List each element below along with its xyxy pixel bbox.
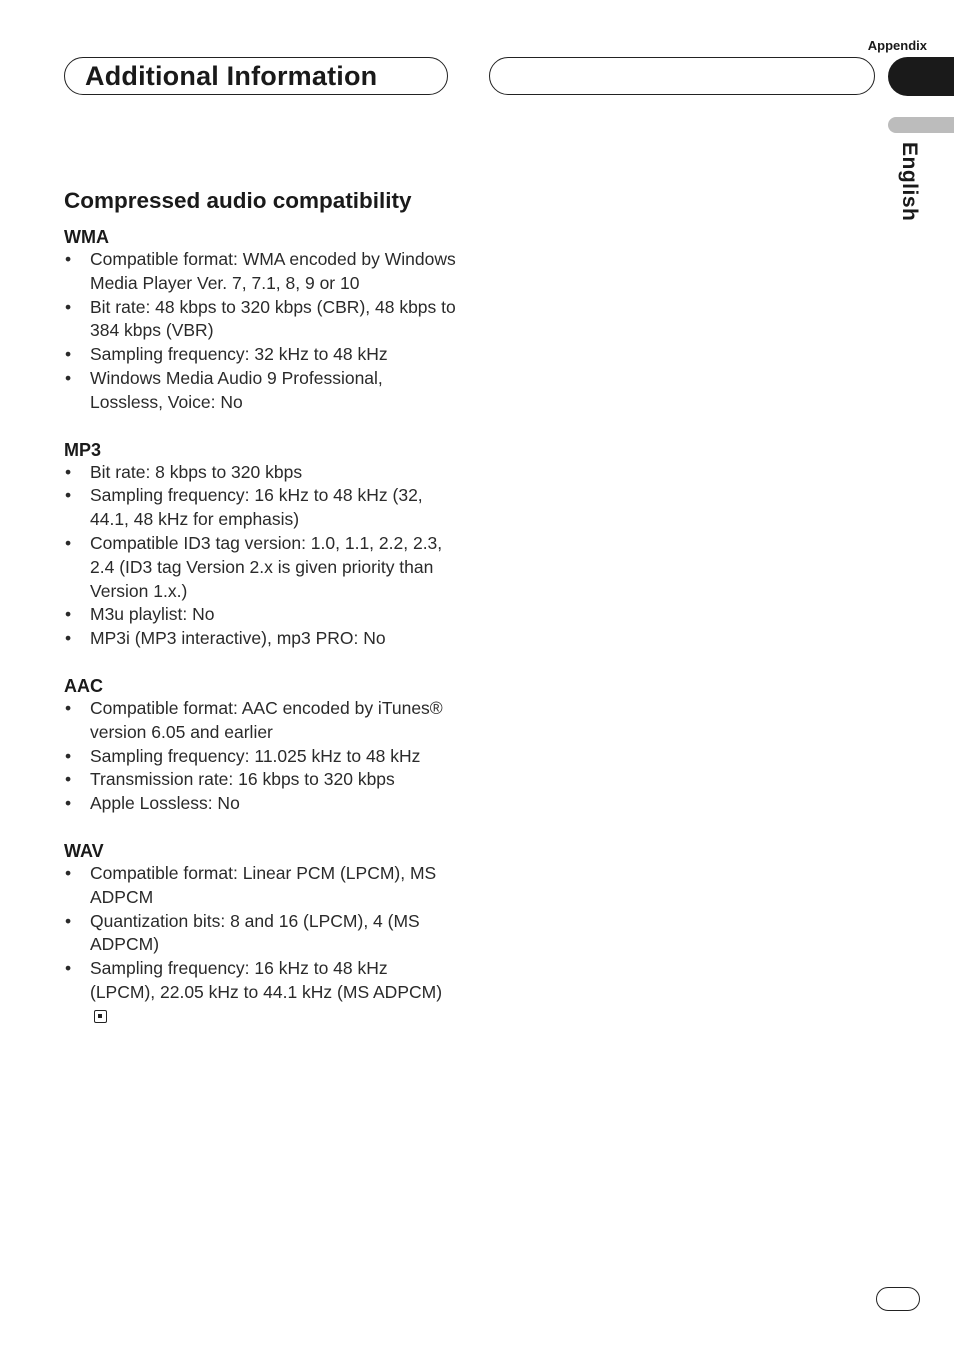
list-item [64, 697, 456, 745]
bullet: • [65, 604, 72, 625]
bullet: • [65, 296, 72, 317]
list-item-text: Compatible format: WMA encoded by Windows Media Player Ver. 7, 7.1, 8, 9 or 10 [90, 249, 456, 293]
end-of-section-icon [94, 1010, 107, 1023]
list-item-text: Sampling frequency: 16 kHz to 48 kHz (LPCM), 22.05 kHz to 44.1 kHz (MS ADPCM) [90, 958, 443, 1002]
list-item [64, 248, 456, 296]
bullet: • [65, 485, 72, 506]
list-item [64, 627, 456, 651]
list-item [64, 532, 456, 603]
format-section-aac [64, 675, 456, 816]
format-list [64, 248, 456, 415]
list-item-text: Compatible format: AAC encoded by iTunes® version 6.05 and earlier [90, 697, 443, 742]
bullet: • [65, 249, 72, 269]
list-item [64, 745, 456, 769]
list-item-text: Sampling frequency: 16 kHz to 48 kHz (32, 44.1, 48 kHz for emphasis) [90, 485, 423, 530]
list-item-text: M3u playlist: No [90, 604, 215, 625]
page-number-box [876, 1287, 920, 1311]
format-section-mp3 [64, 439, 456, 651]
header-empty-box [489, 57, 875, 95]
bullet: • [65, 628, 72, 649]
bullet: • [65, 697, 72, 718]
language-tab-label: English [898, 142, 921, 222]
bullet: • [65, 745, 72, 766]
page-title: Compressed audio compatibility [64, 188, 412, 213]
list-item-text: Bit rate: 8 kbps to 320 kbps [90, 461, 303, 482]
list-item [64, 792, 456, 816]
format-list [64, 697, 456, 816]
list-item [64, 768, 456, 792]
bullet: • [65, 367, 72, 388]
bullet: • [65, 910, 72, 931]
list-item [64, 367, 456, 415]
bullet: • [65, 532, 72, 553]
list-item [64, 910, 456, 958]
list-item-text: Windows Media Audio 9 Professional, Lossless, Voice: No [90, 367, 383, 412]
format-heading: WMA [64, 227, 109, 247]
list-item [64, 461, 456, 485]
list-item-text: Compatible format: Linear PCM (LPCM), MS ADPCM [90, 862, 437, 907]
bullet: • [65, 461, 72, 482]
format-section-wma [64, 226, 456, 415]
list-item [64, 296, 456, 344]
bullet: • [65, 793, 72, 814]
language-tab-marker [888, 117, 954, 133]
main-content [64, 186, 456, 1053]
list-item-text: Sampling frequency: 32 kHz to 48 kHz [90, 344, 388, 365]
section-title-box [64, 57, 448, 95]
format-list [64, 461, 456, 651]
format-heading: WAV [64, 840, 104, 861]
list-item [64, 603, 456, 627]
bullet: • [65, 344, 72, 365]
bullet: • [65, 958, 72, 979]
format-section-wav [64, 840, 456, 1029]
list-item-text: Bit rate: 48 kbps to 320 kbps (CBR), 48 kbps to 384 kbps (VBR) [90, 296, 456, 341]
bullet: • [65, 769, 72, 790]
list-item [64, 343, 456, 367]
list-item-text: MP3i (MP3 interactive), mp3 PRO: No [90, 628, 386, 649]
list-item-text: Sampling frequency: 11.025 kHz to 48 kHz [90, 745, 421, 766]
list-item-text: Compatible ID3 tag version: 1.0, 1.1, 2.2, 2.3, 2.4 (ID3 tag Version 2.x is given priority than Version 1.x.) [90, 532, 443, 601]
list-item [64, 862, 456, 910]
chapter-tab [888, 57, 954, 96]
list-item-text: Apple Lossless: No [90, 793, 240, 814]
format-heading: MP3 [64, 439, 102, 460]
list-item-text: Transmission rate: 16 kbps to 320 kbps [90, 769, 395, 790]
appendix-label: Appendix [867, 38, 927, 53]
list-item [64, 957, 456, 1028]
format-heading: AAC [64, 675, 103, 696]
section-title: Additional Information [85, 61, 378, 91]
format-list [64, 862, 456, 1029]
list-item-text: Quantization bits: 8 and 16 (LPCM), 4 (MS ADPCM) [90, 910, 420, 955]
bullet: • [65, 862, 72, 883]
list-item [64, 484, 456, 532]
